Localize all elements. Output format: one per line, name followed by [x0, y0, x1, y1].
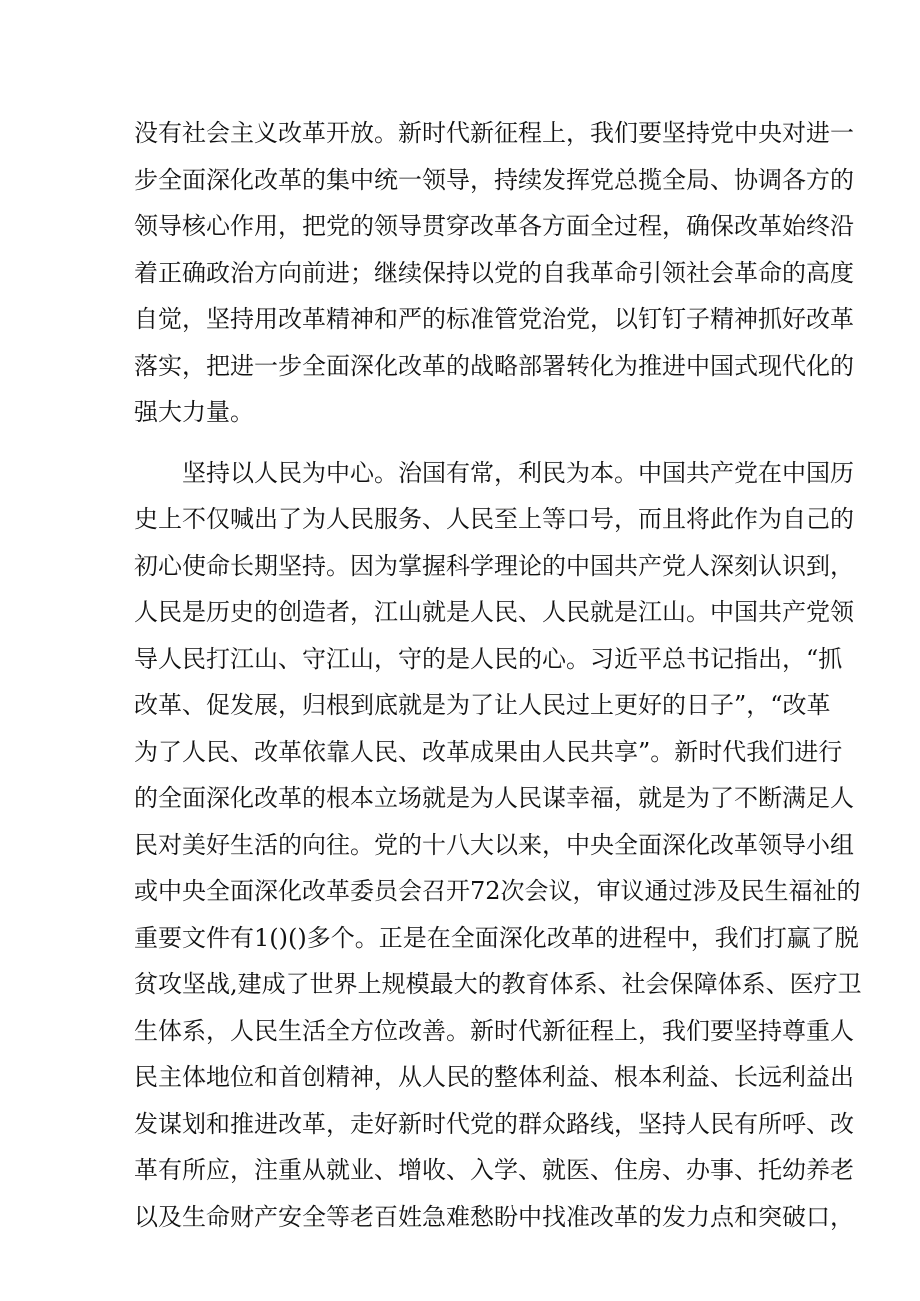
paragraph-line: 改革、促发展，归根到底就是为了让人民过上更好的日子”，“改革: [134, 691, 831, 719]
paragraph-line: 导人民打江山、守江山，守的是人民的心。习近平总书记指出，“抓: [134, 644, 843, 673]
paragraph-line: 着正确政治方向前进；继续保持以党的自我革命引领社会革命的高度: [134, 258, 854, 287]
paragraph-line: 生体系，人民生活全方位改善。新时代新征程上，我们要坚持尊重人: [134, 1016, 854, 1045]
paragraph-line: 步全面深化改革的集中统一领导，持续发挥党总揽全局、协调各方的: [134, 165, 854, 194]
paragraph-line: 坚持以人民为中心。治国有常，利民为本。中国共产党在中国历: [182, 458, 854, 487]
body-text: [134, 110, 862, 1240]
paragraph-line: 自觉，坚持用改革精神和严的标准管党治党，以钉钉子精神抓好改革: [134, 305, 854, 333]
paragraph-line: 贫攻坚战,建成了世界上规模最大的教育体系、社会保障体系、医疗卫: [134, 970, 862, 998]
paragraph-line: 史上不仅喊出了为人民服务、人民至上等口号，而且将此作为自己的: [134, 505, 854, 533]
paragraph-line: 没有社会主义改革开放。新时代新征程上，我们要坚持党中央对进一: [134, 119, 854, 147]
paragraph-2: [134, 450, 862, 1241]
paragraph-line: 民主体地位和首创精神，从人民的整体利益、根本利益、长远利益出: [134, 1063, 854, 1091]
paragraph-line: 领导核心作用，把党的领导贯穿改革各方面全过程，确保改革始终沿: [134, 212, 854, 240]
paragraph-line: 重要文件有1()()多个。正是在全面深化改革的进程中，我们打赢了脱: [134, 923, 859, 952]
paragraph-line: 以及生命财产安全等老百姓急难愁盼中找准改革的发力点和突破口，: [134, 1202, 854, 1231]
paragraph-line: 强大力量。: [134, 398, 254, 426]
paragraph-line: 或中央全面深化改革委员会召开72次会议，审议通过涉及民生福祉的: [134, 877, 861, 905]
paragraph-line: 落实，把进一步全面深化改革的战略部署转化为推进中国式现代化的: [134, 351, 854, 380]
paragraph-line: 为了人民、改革依靠人民、改革成果由人民共享”。新时代我们进行: [134, 737, 843, 766]
paragraph-line: 民对美好生活的向往。党的十八大以来，中央全面深化改革领导小组: [134, 830, 854, 859]
paragraph-line: 革有所应，注重从就业、增收、入学、就医、住房、办事、托幼养老: [134, 1156, 854, 1184]
paragraph-line: 发谋划和推进改革，走好新时代党的群众路线，坚持人民有所呼、改: [134, 1109, 854, 1138]
paragraph-spacer: [134, 436, 784, 450]
paragraph-line: 初心使命长期坚持。因为掌握科学理论的中国共产党人深刻认识到，: [134, 551, 854, 580]
paragraph-1: [134, 110, 854, 436]
paragraph-line: 人民是历史的创造者，江山就是人民、人民就是江山。中国共产党领: [134, 598, 854, 626]
paragraph-line: 的全面深化改革的根本立场就是为人民谋幸福，就是为了不断满足人: [134, 784, 854, 812]
